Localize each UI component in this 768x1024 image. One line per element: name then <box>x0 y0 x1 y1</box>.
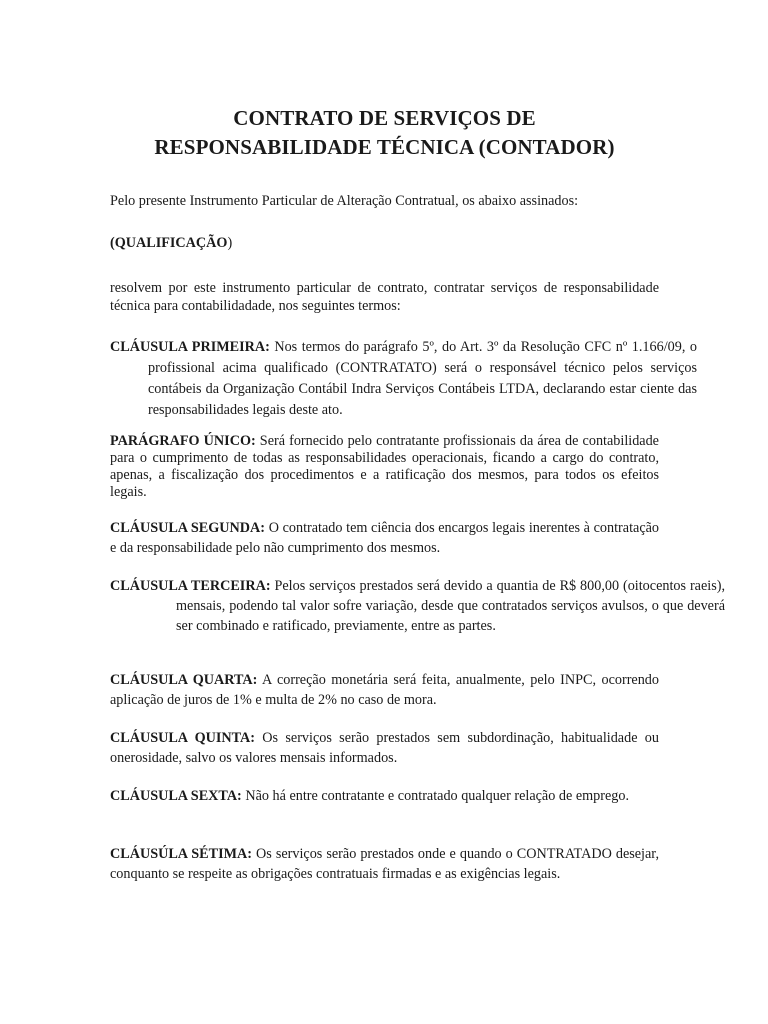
clause-heading: CLÁUSULA TERCEIRA: <box>110 578 271 594</box>
title-line-2: RESPONSABILIDADE TÉCNICA (CONTADOR) <box>154 135 615 159</box>
clause-primeira <box>110 337 697 421</box>
clause-text: Os serviços serão prestados sem subdordinação, habitualidade ou onerosidade, salvo os valores mensais informados. <box>110 730 659 766</box>
clause-heading: PARÁGRAFO ÚNICO: <box>110 433 256 449</box>
qualificacao-placeholder <box>110 234 659 252</box>
clause-heading: CLÁUSULA PRIMEIRA: <box>110 339 270 355</box>
clause-quarta <box>110 670 659 710</box>
clause-terceira <box>110 576 725 636</box>
clause-heading: CLÁUSÚLA SÉTIMA: <box>110 846 252 862</box>
clause-setima <box>110 844 659 884</box>
clause-text: A correção monetária será feita, anualmente, pelo INPC, ocorrendo aplicação de juros de 1% e multa de 2% no caso de mora. <box>110 672 659 708</box>
clause-text: O contratado tem ciência dos encargos legais inerentes à contratação e da responsabilidade pelo não cumprimento dos mesmos. <box>110 520 660 556</box>
clause-heading: CLÁUSULA SEXTA: <box>110 788 242 804</box>
clause-quinta <box>110 728 659 768</box>
clause-heading: CLÁUSULA SEGUNDA: <box>110 520 266 536</box>
clause-text: Nos termos do parágrafo 5º, do Art. 3º da Resolução CFC nº 1.166/09, o profissional acima qualificado (CONTRATATO) será o responsável técnico pelos serviços contábeis da Organização Contábil Indra Serviços Contábeis LTDA, declarando estar ciente das responsabilidades legais deste ato. <box>148 339 697 418</box>
clause-heading: CLÁUSULA QUINTA: <box>110 730 255 746</box>
clause-heading: CLÁUSULA QUARTA: <box>110 672 258 688</box>
clause-text: Não há entre contratante e contratado qualquer relação de emprego. <box>241 788 629 804</box>
clause-text: Será fornecido pelo contratante profissionais da área de contabilidade para o cumprimento de todas as responsabilidades operacionais, ficando a cargo do contrato, apenas, a fiscalização dos procedimentos e a ratificação dos mesmos, para todos os efeitos legais. <box>110 433 659 500</box>
title-line-1: CONTRATO DE SERVIÇOS DE <box>233 106 536 130</box>
resolvem-paragraph: resolvem por este instrumento particular de contrato, contratar serviços de responsabilidade técnica para contabilidadade, nos seguintes termos: <box>110 280 659 314</box>
clause-segunda <box>110 518 659 558</box>
intro-paragraph: Pelo presente Instrumento Particular de Alteração Contratual, os abaixo assinados: <box>110 193 579 209</box>
qualificacao-label: (QUALIFICAÇÃO <box>110 235 228 251</box>
clause-text: Pelos serviços prestados será devido a quantia de R$ 800,00 (oitocentos raeis), mensais, podendo tal valor sofre variação, desde que contratados serviços avulsos, o que deverá ser combinado e ratificado, previamente, entre as partes. <box>176 578 725 634</box>
clause-paragrafo-unico <box>110 433 659 501</box>
qualificacao-close: ) <box>227 235 233 251</box>
document-title <box>110 104 659 162</box>
clause-text: Os serviços serão prestados onde e quando o CONTRATADO desejar, conquanto se respeite as obrigações contratuais firmadas e as exigências legais. <box>110 846 659 882</box>
clause-sexta <box>110 786 659 806</box>
